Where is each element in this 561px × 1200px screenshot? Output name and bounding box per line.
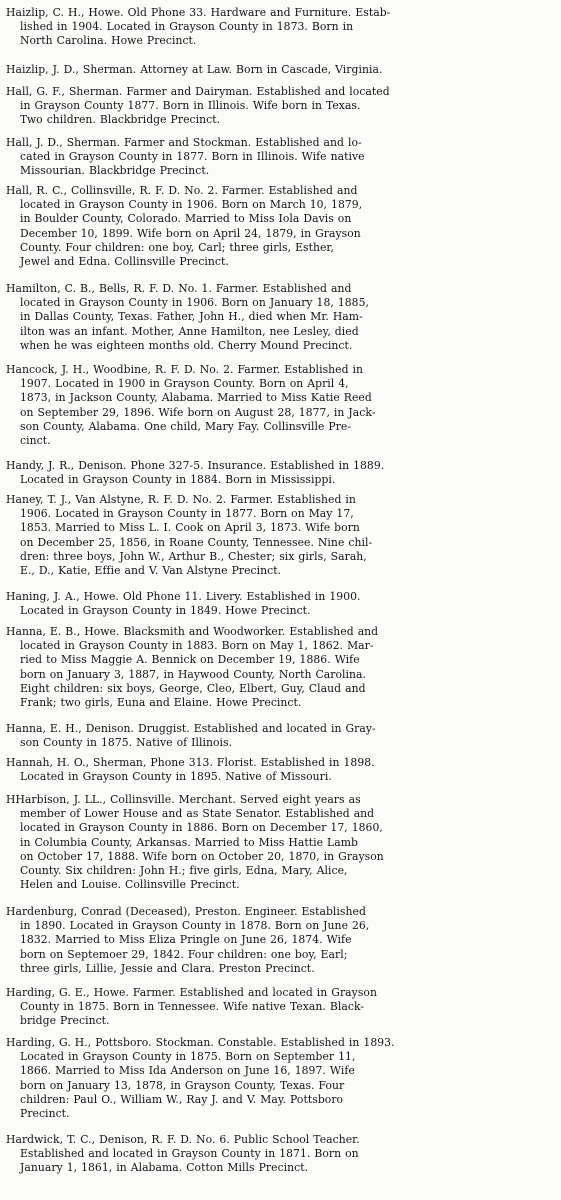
entry-hall-gf [6, 85, 556, 128]
entry-hardenburg-conrad [6, 905, 556, 976]
entry-line: Precinct. [20, 1107, 70, 1121]
entry-line: Haning, J. A., Howe. Old Phone 11. Livery. Established in 1900. [6, 590, 361, 603]
entry-line: 1906. Located in Grayson County in 1877. Born on May 17, [20, 507, 354, 521]
entry-line: Hanna, E. H., Denison. Druggist. Established and located in Gray- [6, 722, 376, 735]
entry-haning-ja [6, 590, 556, 618]
entry-line: in Dallas County, Texas. Father, John H., died when Mr. Ham- [20, 310, 363, 324]
entry-harbison-jll [6, 793, 556, 892]
entry-line: Missourian. Blackbridge Precinct. [20, 164, 210, 178]
entry-line: in Columbia County, Arkansas. Married to Miss Hattie Lamb [20, 835, 358, 849]
entry-hardwick-tc [6, 1133, 556, 1176]
entry-hancock-jh [6, 363, 556, 448]
entry-line: Located in Grayson County in 1875. Born on September 11, [20, 1050, 356, 1064]
entry-hanna-eb [6, 625, 556, 710]
entry-harding-ge [6, 986, 556, 1029]
entry-line: located in Grayson County in 1886. Born on December 17, 1860, [20, 821, 383, 835]
entry-line: Haney, T. J., Van Alstyne, R. F. D. No. 2. Farmer. Established in [6, 493, 356, 506]
entry-line: Harding, G. H., Pottsboro. Stockman. Constable. Established in 1893. [6, 1036, 395, 1049]
entry-harding-gh [6, 1036, 556, 1121]
entry-line: Harding, G. E., Howe. Farmer. Established and located in Grayson [6, 986, 377, 999]
entry-line: when he was eighteen months old. Cherry Mound Precinct. [20, 338, 353, 352]
entry-line: on December 25, 1856, in Roane County, Tennessee. Nine chil- [20, 535, 373, 549]
entry-line: Hannah, H. O., Sherman, Phone 313. Florist. Established in 1898. [6, 756, 375, 769]
entry-line: Hanna, E. B., Howe. Blacksmith and Woodworker. Established and [6, 625, 379, 638]
entry-line: County. Six children: John H.; five girls, Edna, Mary, Alice, [20, 864, 348, 878]
entry-line: 1832. Married to Miss Eliza Pringle on June 26, 1874. Wife [20, 933, 352, 947]
entry-line: three girls, Lillie, Jessie and Clara. Preston Precinct. [20, 961, 315, 975]
entry-hannah-ho [6, 756, 556, 784]
entry-line: 1853. Married to Miss L. I. Cook on April 3, 1873. Wife born [20, 521, 360, 535]
entry-haizlip-ch [6, 6, 556, 49]
entry-line: ilton was an infant. Mother, Anne Hamilton, nee Lesley, died [20, 324, 359, 338]
entry-line: 1907. Located in 1900 in Grayson County. Born on April 4, [20, 377, 349, 391]
entry-line: Located in Grayson County in 1849. Howe Precinct. [20, 604, 311, 618]
entry-line: born on January 3, 1887, in Haywood County, North Carolina. [20, 667, 367, 681]
entry-line: children: Paul O., William W., Ray J. and V. May. Pottsboro [20, 1092, 344, 1106]
entry-line: Hall, J. D., Sherman. Farmer and Stockman. Established and lo- [6, 136, 362, 149]
entry-line: January 1, 1861, in Alabama. Cotton Mills Precinct. [20, 1161, 309, 1175]
entry-hall-jd [6, 136, 556, 179]
entry-line: Hardwick, T. C., Denison, R. F. D. No. 6. Public School Teacher. [6, 1133, 360, 1146]
entry-line: Hamilton, C. B., Bells, R. F. D. No. 1. Farmer. Established and [6, 282, 352, 295]
entry-line: North Carolina. Howe Precinct. [20, 34, 197, 48]
entry-line: in 1890. Located in Grayson County in 1878. Born on June 26, [20, 919, 370, 933]
entry-line: Located in Grayson County in 1895. Native of Missouri. [20, 770, 332, 784]
entry-line: ried to Miss Maggie A. Bennick on December 19, 1886. Wife [20, 653, 360, 667]
entry-line: located in Grayson County in 1906. Born on January 18, 1885, [20, 296, 369, 310]
entry-line: Hall, R. C., Collinsville, R. F. D. No. 2. Farmer. Established and [6, 184, 358, 197]
entry-handy-jr [6, 459, 556, 487]
entry-line: son County, Alabama. One child, Mary Fay. Collinsville Pre- [20, 419, 352, 433]
entry-line: born on January 13, 1878, in Grayson County, Texas. Four [20, 1078, 345, 1092]
entry-line: Hall, G. F., Sherman. Farmer and Dairyman. Established and located [6, 85, 390, 98]
entry-hamilton-cb [6, 282, 556, 353]
entry-line: Haizlip, J. D., Sherman. Attorney at Law. Born in Cascade, Virginia. [6, 63, 383, 76]
entry-line: Jewel and Edna. Collinsville Precinct. [20, 255, 229, 269]
entry-line: in Grayson County 1877. Born in Illinois. Wife born in Texas. [20, 99, 361, 113]
entry-line: 1873, in Jackson County, Alabama. Married to Miss Katie Reed [20, 391, 372, 405]
entry-haney-tj [6, 493, 556, 578]
entry-line: Frank; two girls, Euna and Elaine. Howe Precinct. [20, 696, 302, 710]
entry-line: Haizlip, C. H., Howe. Old Phone 33. Hardware and Furniture. Estab- [6, 6, 391, 19]
entry-line: born on Septemoer 29, 1842. Four children: one boy, Earl; [20, 947, 348, 961]
entry-line: member of Lower House and as State Senator. Established and [20, 807, 375, 821]
entry-line: Two children. Blackbridge Precinct. [20, 113, 221, 127]
entry-line: 1866. Married to Miss Ida Anderson on June 16, 1897. Wife [20, 1064, 355, 1078]
entry-hall-rc [6, 184, 556, 269]
entry-line: on September 29, 1896. Wife born on August 28, 1877, in Jack- [20, 405, 376, 419]
entry-haizlip-jd [6, 63, 556, 77]
entry-line: lished in 1904. Located in Grayson County in 1873. Born in [20, 20, 354, 34]
entry-line: Helen and Louise. Collinsville Precinct. [20, 878, 240, 892]
entry-line: HHarbison, J. LL., Collinsville. Merchant. Served eight years as [6, 793, 361, 806]
entry-line: December 10, 1899. Wife born on April 24, 1879, in Grayson [20, 226, 361, 240]
entry-line: dren: three boys, John W., Arthur B., Chester; six girls, Sarah, [20, 549, 367, 563]
entry-line: Hancock, J. H., Woodbine, R. F. D. No. 2. Farmer. Established in [6, 363, 364, 376]
entry-line: County in 1875. Born in Tennessee. Wife native Texan. Black- [20, 1000, 365, 1014]
entry-line: son County in 1875. Native of Illinois. [20, 736, 233, 750]
entry-line: Hardenburg, Conrad (Deceased), Preston. Engineer. Established [6, 905, 366, 918]
entry-line: E., D., Katie, Effie and V. Van Alstyne Precinct. [20, 564, 282, 578]
entry-line: on October 17, 1888. Wife born on October 20, 1870, in Grayson [20, 849, 384, 863]
entry-line: Established and located in Grayson County in 1871. Born on [20, 1147, 359, 1161]
entry-line: Handy, J. R., Denison. Phone 327-5. Insurance. Established in 1889. [6, 459, 385, 472]
entry-line: County. Four children: one boy, Carl; three girls, Esther, [20, 240, 334, 254]
entry-line: located in Grayson County in 1883. Born on May 1, 1862. Mar- [20, 639, 374, 653]
entry-line: Eight children: six boys, George, Cleo, Elbert, Guy, Claud and [20, 681, 366, 695]
entry-line: cinct. [20, 434, 51, 448]
entry-line: located in Grayson County in 1906. Born on March 10, 1879, [20, 198, 363, 212]
entry-line: Located in Grayson County in 1884. Born in Mississippi. [20, 473, 336, 487]
entry-line: cated in Grayson County in 1877. Born in Illinois. Wife native [20, 150, 365, 164]
entry-line: bridge Precinct. [20, 1014, 110, 1028]
entry-hanna-eh [6, 722, 556, 750]
entry-line: in Boulder County, Colorado. Married to Miss Iola Davis on [20, 212, 352, 226]
